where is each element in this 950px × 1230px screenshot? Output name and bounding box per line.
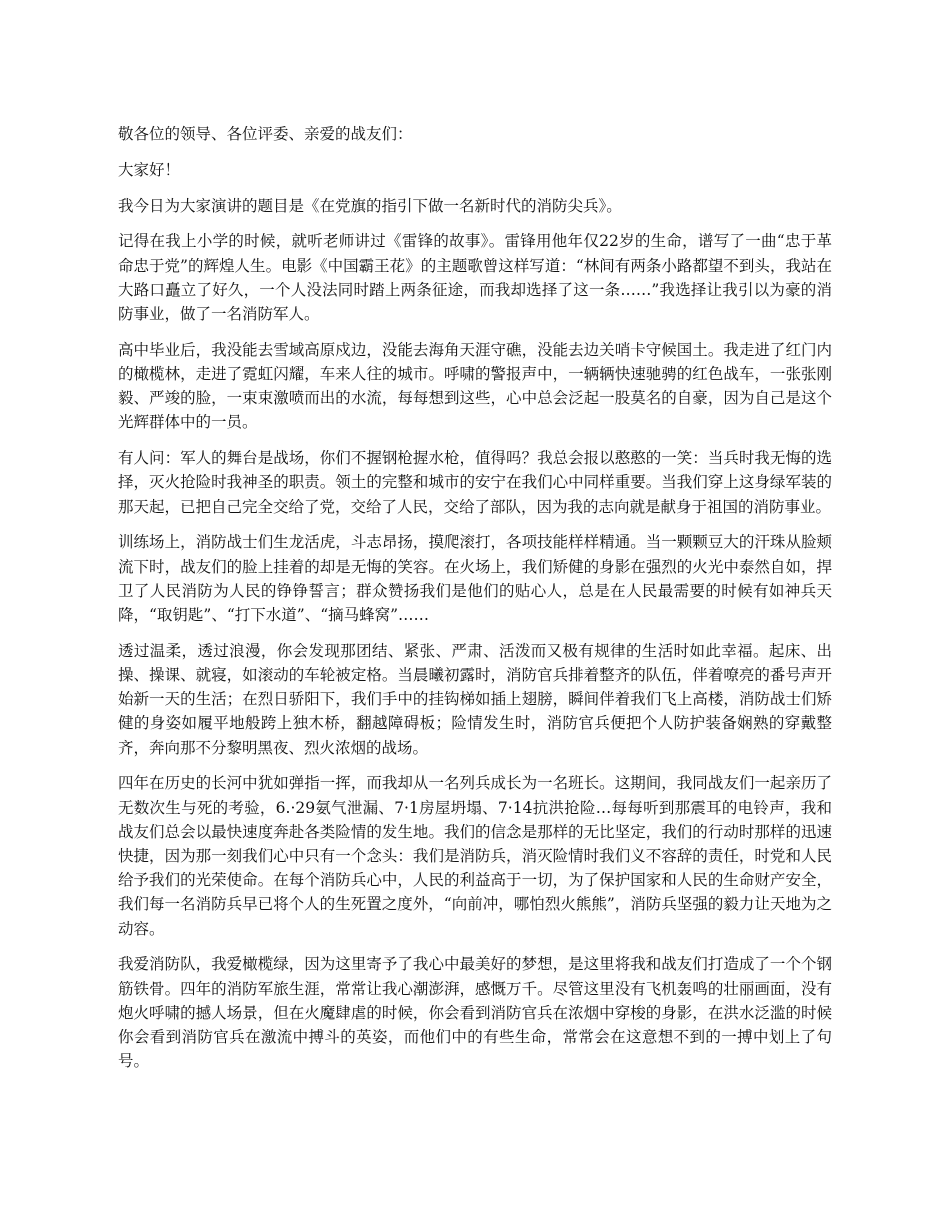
salutation: 敬各位的领导、各位评委、亲爱的战友们：	[118, 125, 413, 143]
paragraph-soldier-stage: 有人问：军人的舞台是战场，你们不握钢枪握水枪，值得吗？我总会报以憨憨的一笑：当兵时我无悔的选择，灭火抢险时我神圣的职责。领土的完整和城市的安宁在我们心中同样重要。当我们穿上这身绿军装的那天起，已把自己完全交给了党，交给了人民，交给了部队，因为我的志向就是献身于祖国的消防事业。	[118, 449, 832, 516]
paragraph-topic: 我今日为大家演讲的题目是《在党旗的指引下做一名新时代的消防尖兵》。	[118, 196, 622, 215]
paragraph-daily-life: 透过温柔，透过浪漫，你会发现那团结、紧张、严肃、活泼而又极有规律的生活时如此幸福。起床、出操、操课、就寝，如滚动的车轮被定格。当晨曦初露时，消防官兵排着整齐的队伍，伴着嘹亮的番号声开始新一天的生活；在烈日骄阳下，我们手中的挂钩梯如插上翅膀，瞬间伴着我们飞上高楼，消防战士们矫健的身姿如履平地般跨上独木桥，翻越障碍板；险情发生时，消防官兵便把个人防护装备娴熟的穿戴整齐，奔向那不分黎明黑夜、烈火浓烟的战场。	[118, 641, 832, 757]
paragraph-love-fire-brigade: 我爱消防队，我爱橄榄绿，因为这里寄予了我心中最美好的梦想，是这里将我和战友们打造成了一个个钢筋铁骨。四年的消防军旅生涯，常常让我心潮澎湃，感慨万千。尽管这里没有飞机轰鸣的壮丽画面，没有炮火呼啸的撼人场景，但在火魔肆虐的时候，你会看到消防官兵在浓烟中穿梭的身影，在洪水泛滥的时候你会看到消防官兵在激流中搏斗的英姿，而他们中的有些生命，常常会在这意想不到的一搏中划上了句号。	[118, 955, 832, 1071]
paragraph-four-years: 四年在历史的长河中犹如弹指一挥，而我却从一名列兵成长为一名班长。这期间，我同战友们一起亲历了无数次生与死的考验，6.·29氨气泄漏、7·1房屋坍塌、7·14抗洪抢险…每每听到那震耳的电铃声，我和战友们总会以最快速度奔赴各类险情的发生地。我们的信念是那样的无比坚定，我们的行动时那样的迅速快捷，因为那一刻我们心中只有一个念头：我们是消防兵，消灭险情时我们义不容辞的责任，时党和人民给予我们的光荣使命。在每个消防兵心中，人民的利益高于一切，为了保护国家和人民的生命财产安全，我们每一名消防兵早已将个人的生死置之度外，“向前冲，哪怕烈火熊熊”，消防兵坚强的毅力让天地为之动容。	[118, 774, 832, 938]
paragraph-lei-feng: 记得在我上小学的时候，就听老师讲过《雷锋的故事》。雷锋用他年仅22岁的生命，谱写了一曲“忠于革命忠于党”的辉煌人生。电影《中国霸王花》的主题歌曾这样写道：“林间有两条小路都望不到头，我站在大路口矗立了好久，一个人没法同时踏上两条征途，而我却选择了这一条……”我选择让我引以为豪的消防事业，做了一名消防军人。	[118, 232, 832, 323]
speech-body	[118, 122, 832, 1085]
paragraph-high-school: 高中毕业后，我没能去雪域高原戍边，没能去海角天涯守礁，没能去边关哨卡守候国土。我走进了红门内的橄榄林，走进了霓虹闪耀，车来人往的城市。呼啸的警报声中，一辆辆快速驰骋的红色战车，一张张刚毅、严竣的脸，一束束激喷而出的水流，每每想到这些，心中总会泛起一股莫名的自豪，因为自己是这个光辉群体中的一员。	[118, 340, 832, 432]
greeting: 大家好！	[118, 160, 181, 179]
paragraph-training-ground: 训练场上，消防战士们生龙活虎，斗志昂扬，摸爬滚打，各项技能样样精通。当一颗颗豆大的汗珠从脸颊流下时，战友们的脸上挂着的却是无悔的笑容。在火场上，我们矫健的身影在强烈的火光中泰然自如，捍卫了人民消防为人民的铮铮誓言；群众赞扬我们是他们的贴心人，总是在人民最需要的时候有如神兵天降，“取钥匙”、“打下水道”、“摘马蜂窝”……	[118, 533, 832, 625]
